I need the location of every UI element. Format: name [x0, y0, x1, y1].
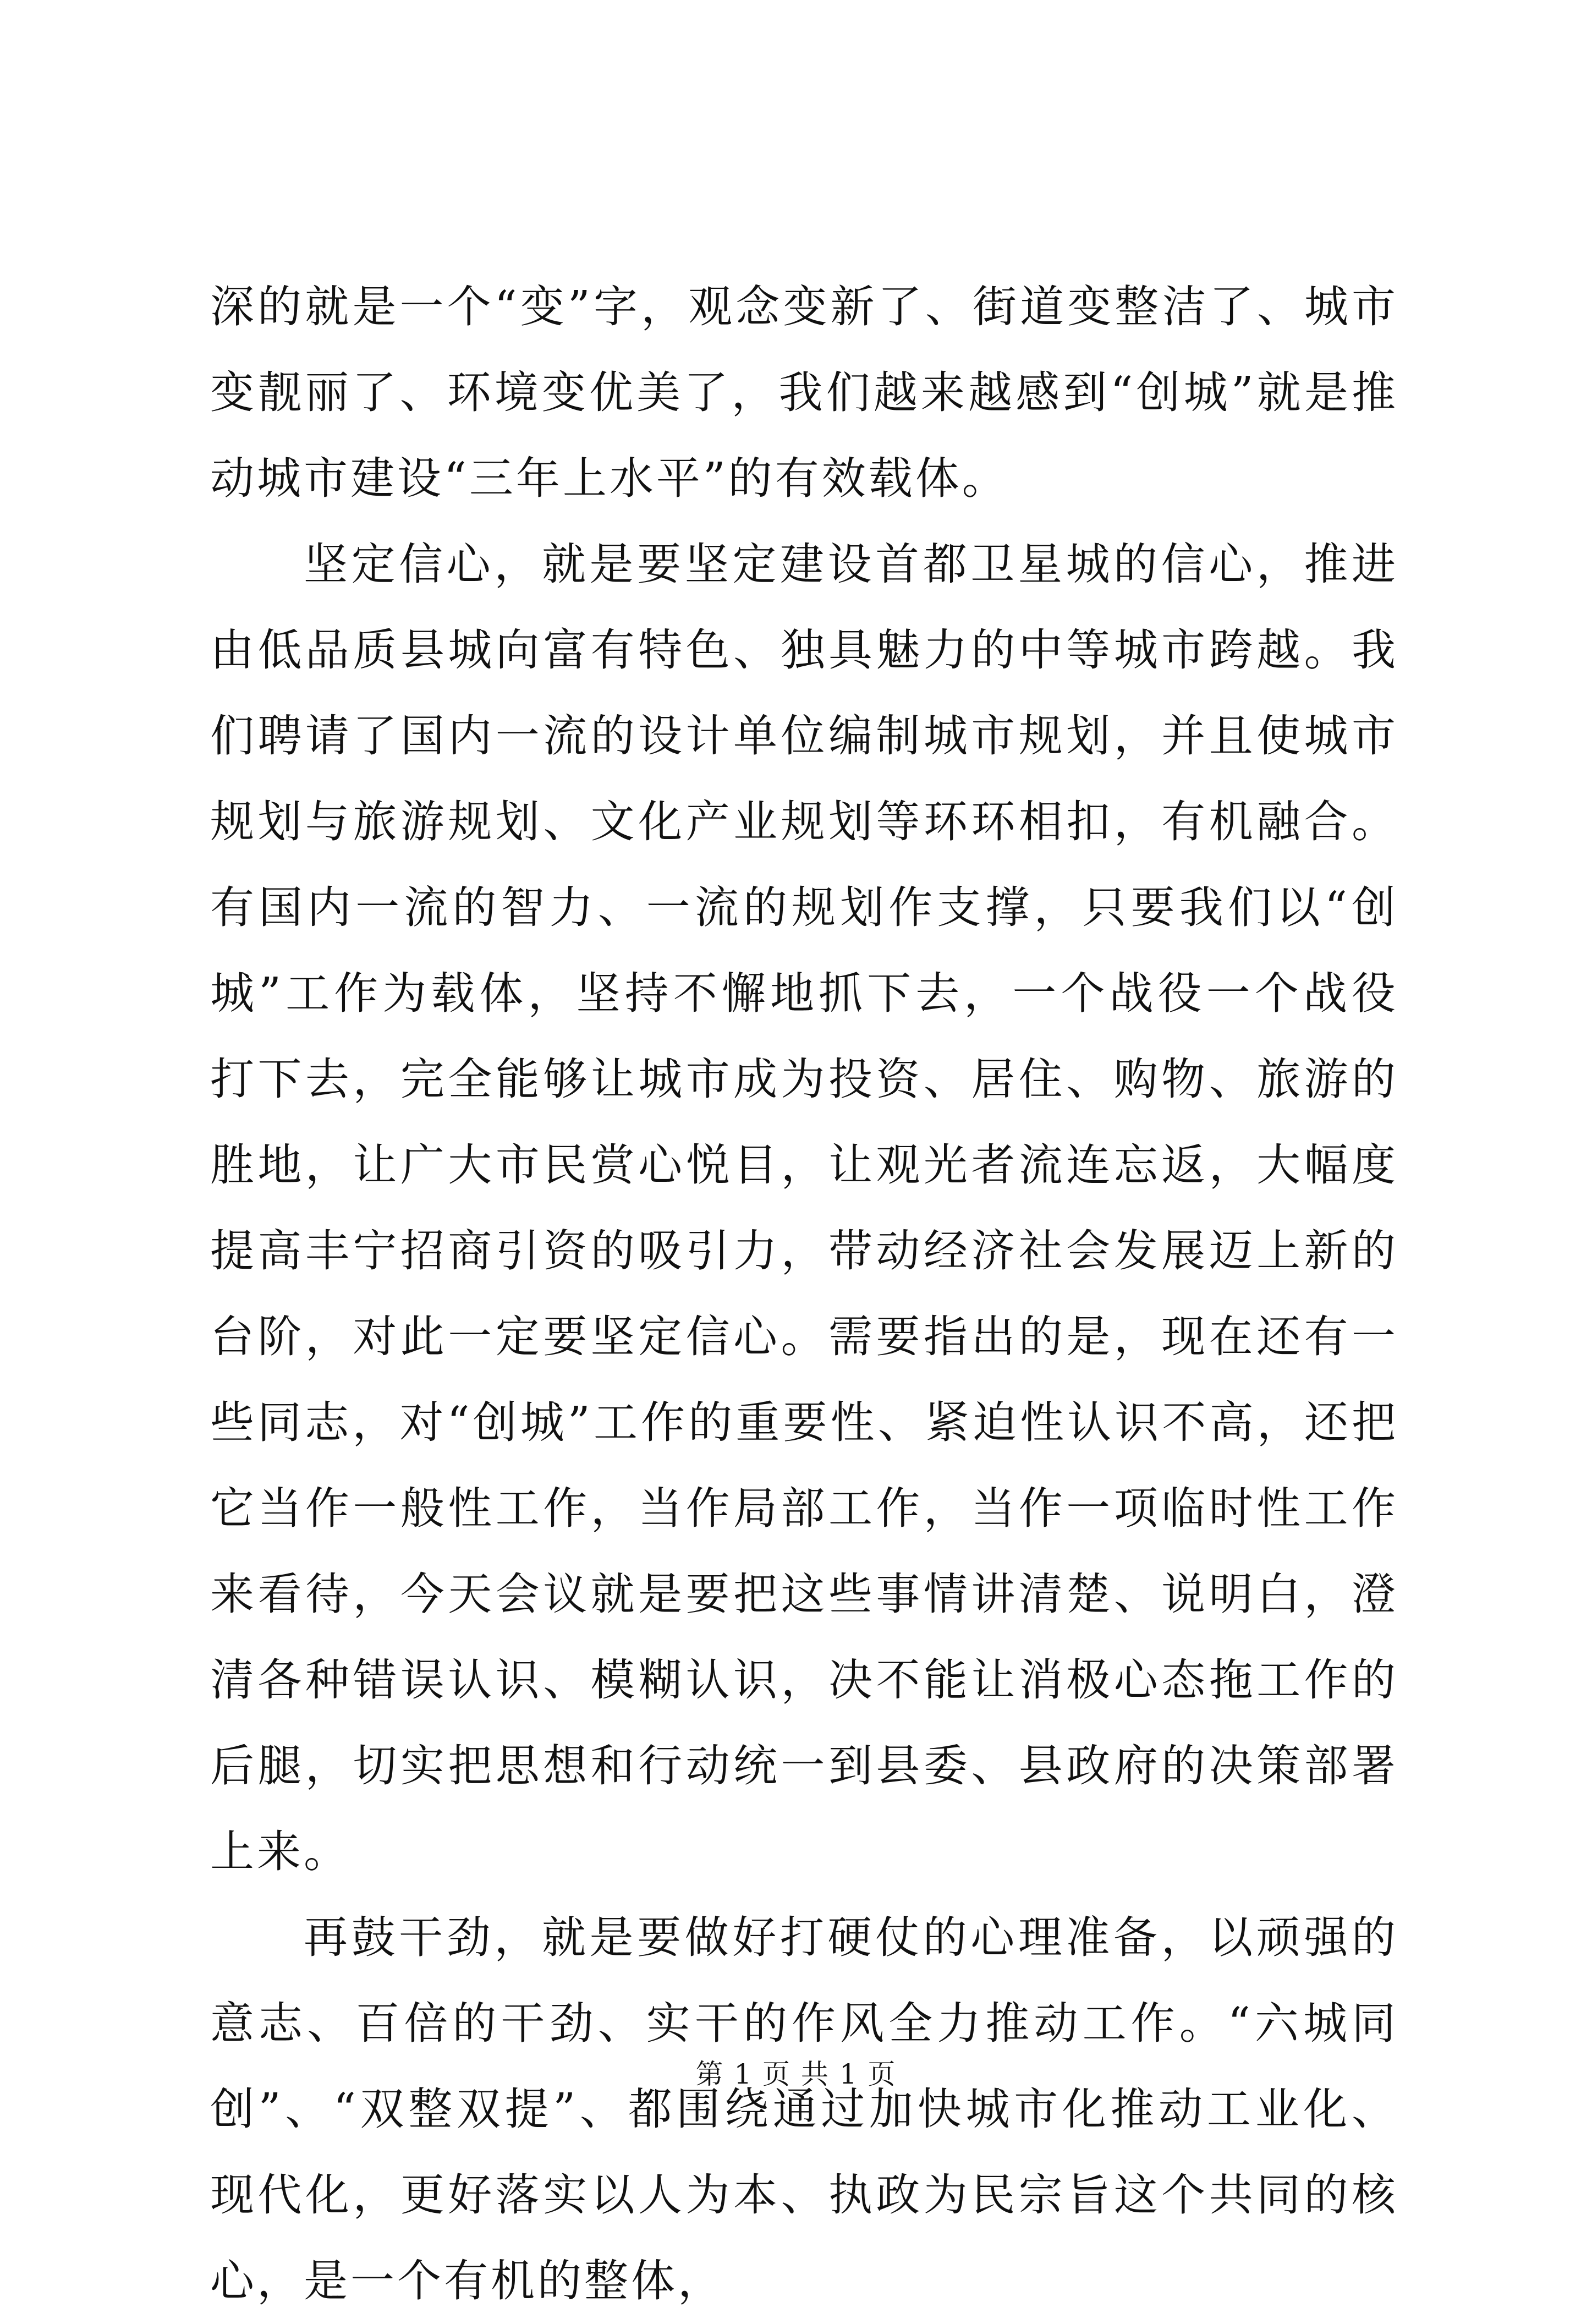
paragraph-2: 坚定信心，就是要坚定建设首都卫星城的信心，推进由低品质县城向富有特色、独具魅力的中等城市跨越。我们聘请了国内一流的设计单位编制城市规划，并且使城市规划与旅游规划、文化产业规划等环环相扣，有机融合。有国内一流的智力、一流的规划作支撑，只要我们以“创城”工作为载体，坚持不懈地抓下去，一个战役一个战役打下去，完全能够让城市成为投资、居住、购物、旅游的胜地，让广大市民赏心悦目，让观光者流连忘返，大幅度提高丰宁招商引资的吸引力，带动经济社会发展迈上新的台阶，对此一定要坚定信心。需要指出的是，现在还有一些同志，对“创城”工作的重要性、紧迫性认识不高，还把它当作一般性工作，当作局部工作，当作一项临时性工作来看待，今天会议就是要把这些事情讲清楚、说明白，澄清各种错误认识、模糊认识，决不能让消极心态拖工作的后腿，切实把思想和行动统一到县委、县政府的决策部署上来。	[210, 539, 1398, 1877]
page-footer	[0, 2052, 1592, 2092]
document-body	[210, 264, 1398, 2324]
paragraph-1: 深的就是一个“变”字，观念变新了、街道变整洁了、城市变靓丽了、环境变优美了，我们越来越感到“创城”就是推动城市建设“三年上水平”的有效载体。	[210, 281, 1398, 504]
paragraph-3: 再鼓干劲，就是要做好打硬仗的心理准备，以顽强的意志、百倍的干劲、实干的作风全力推动工作。“六城同创”、“双整双提”、都围绕通过加快城市化推动工业化、现代化，更好落实以人为本、执政为民宗旨这个共同的核心，是一个有机的整体，	[210, 1912, 1398, 2306]
page-number-label: 第 1 页 共 1 页	[695, 2058, 897, 2090]
